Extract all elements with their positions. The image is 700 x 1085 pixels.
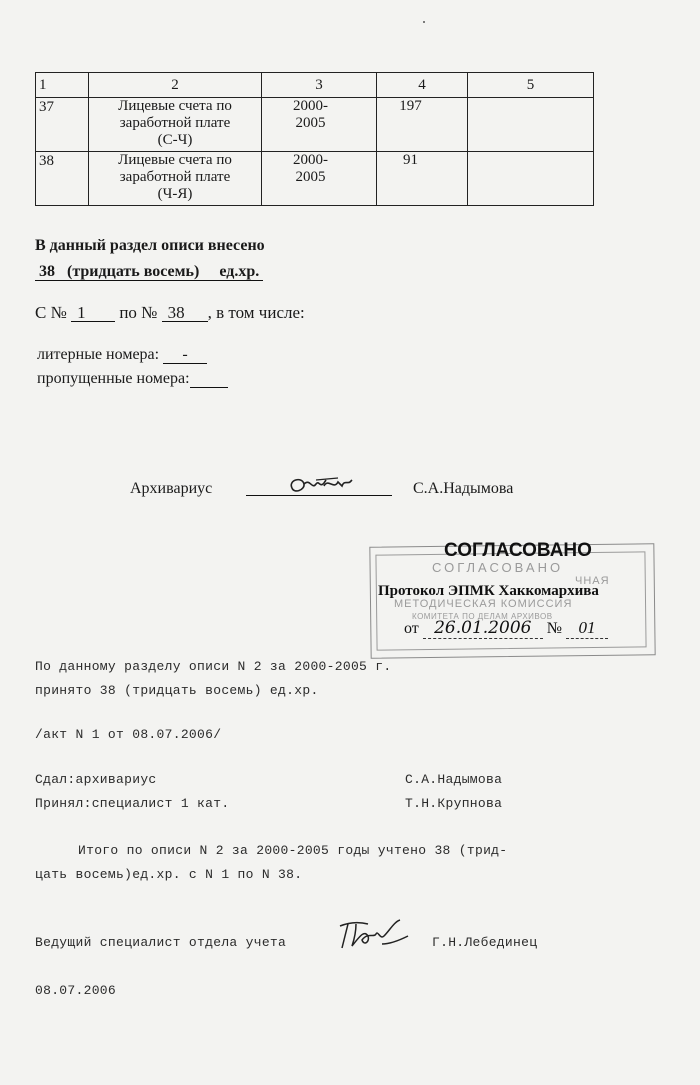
range-from-value: 1 [71,304,115,322]
inventory-table [35,72,594,206]
row-description [89,98,262,152]
received-name: Т.Н.Крупнова [405,796,503,811]
stamp-faint-line2: МЕТОДИЧЕСКАЯ КОМИССИЯ [394,598,573,610]
years-line: 2000- [293,98,328,114]
missing-value-blank [190,370,228,388]
typed-line-1: По данному разделу описи N 2 за 2000-2005 г. [35,659,392,674]
stamp-date-value: 26.01.2006 [423,618,543,639]
stamp-faint-line3: КОМИТЕТА ПО ДЕЛАМ АРХИВОВ [412,612,553,621]
header-cell: 3 [262,73,377,98]
typed-line-2: принято 38 (тридцать восемь) ед.хр. [35,683,319,698]
desc-line: Лицевые счета по [118,152,232,168]
row-note [468,152,594,206]
handed-name: С.А.Надымова [405,772,503,787]
row-years [262,98,377,152]
desc-line: (Ч-Я) [157,186,193,202]
table-row [36,152,594,206]
summary-heading: В данный раздел описи внесено [35,237,265,254]
archivist-name: С.А.Надымова [413,480,514,497]
years-line: 2000- [293,152,328,168]
document-date: 08.07.2006 [35,983,117,998]
handwritten-signature-icon [286,474,366,498]
row-note [468,98,594,152]
literal-line [37,346,207,364]
years-line: 2005 [295,169,326,185]
stamp-num-label: № [546,620,563,637]
missing-line [37,370,228,388]
typed-act: /акт N 1 от 08.07.2006/ [35,727,222,742]
literal-value: - [163,346,207,364]
range-line [35,303,305,323]
stamp-date-prefix: от [404,620,419,637]
literal-label: литерные номера: [37,346,160,363]
count-unit: ед.хр. [219,263,260,280]
stamp-date-line [404,618,608,639]
lead-role: Ведущий специалист отдела учета [35,935,287,950]
summary-count-line [35,263,263,281]
range-from-label: С № [35,303,67,322]
range-to-value: 38 [162,304,208,322]
stamp-faint-line1: ЧНАЯ [575,575,610,587]
count-words: (тридцать восемь) [67,263,200,280]
stamp-num-value: 01 [566,618,608,639]
row-number: 38 [36,152,89,206]
row-description [89,152,262,206]
count-underline [35,263,263,281]
lead-name: Г.Н.Лебединец [432,935,538,950]
stamp-protocol: Протокол ЭПМК Хаккомархива [378,583,599,599]
years-line: 2005 [295,115,326,131]
archivist-role: Архивариус [130,480,213,497]
handwritten-signature-icon [334,918,414,954]
desc-line: заработной плате [119,169,231,185]
total-line-1: Итого по описи N 2 за 2000-2005 годы учтено 38 (трид- [78,843,508,858]
desc-line: заработной плате [119,115,231,131]
row-years [262,152,377,206]
table-header-row [36,73,594,98]
range-to-label: по № [119,303,158,322]
total-line-2: цать восемь)ед.хр. с N 1 по N 38. [35,867,303,882]
desc-line: (С-Ч) [157,132,193,148]
table-row [36,98,594,152]
header-cell: 4 [377,73,468,98]
header-cell: 5 [468,73,594,98]
received-role: Принял:специалист 1 кат. [35,796,230,811]
missing-label: пропущенные номера: [37,370,190,387]
handed-role: Сдал:архивариус [35,772,157,787]
stamp-faint-title: СОГЛАСОВАНО [432,560,564,575]
row-count: 91 [377,152,468,206]
header-cell: 1 [36,73,89,98]
stamp-title: СОГЛАСОВАНО [444,540,592,561]
range-including: , в том числе: [207,303,305,322]
row-count: 197 [377,98,468,152]
header-cell: 2 [89,73,262,98]
lead-signature [334,918,414,959]
count-number: 38 [39,263,55,280]
scan-speck [423,21,425,23]
archivist-signature [286,474,366,503]
row-number: 37 [36,98,89,152]
desc-line: Лицевые счета по [118,98,232,114]
